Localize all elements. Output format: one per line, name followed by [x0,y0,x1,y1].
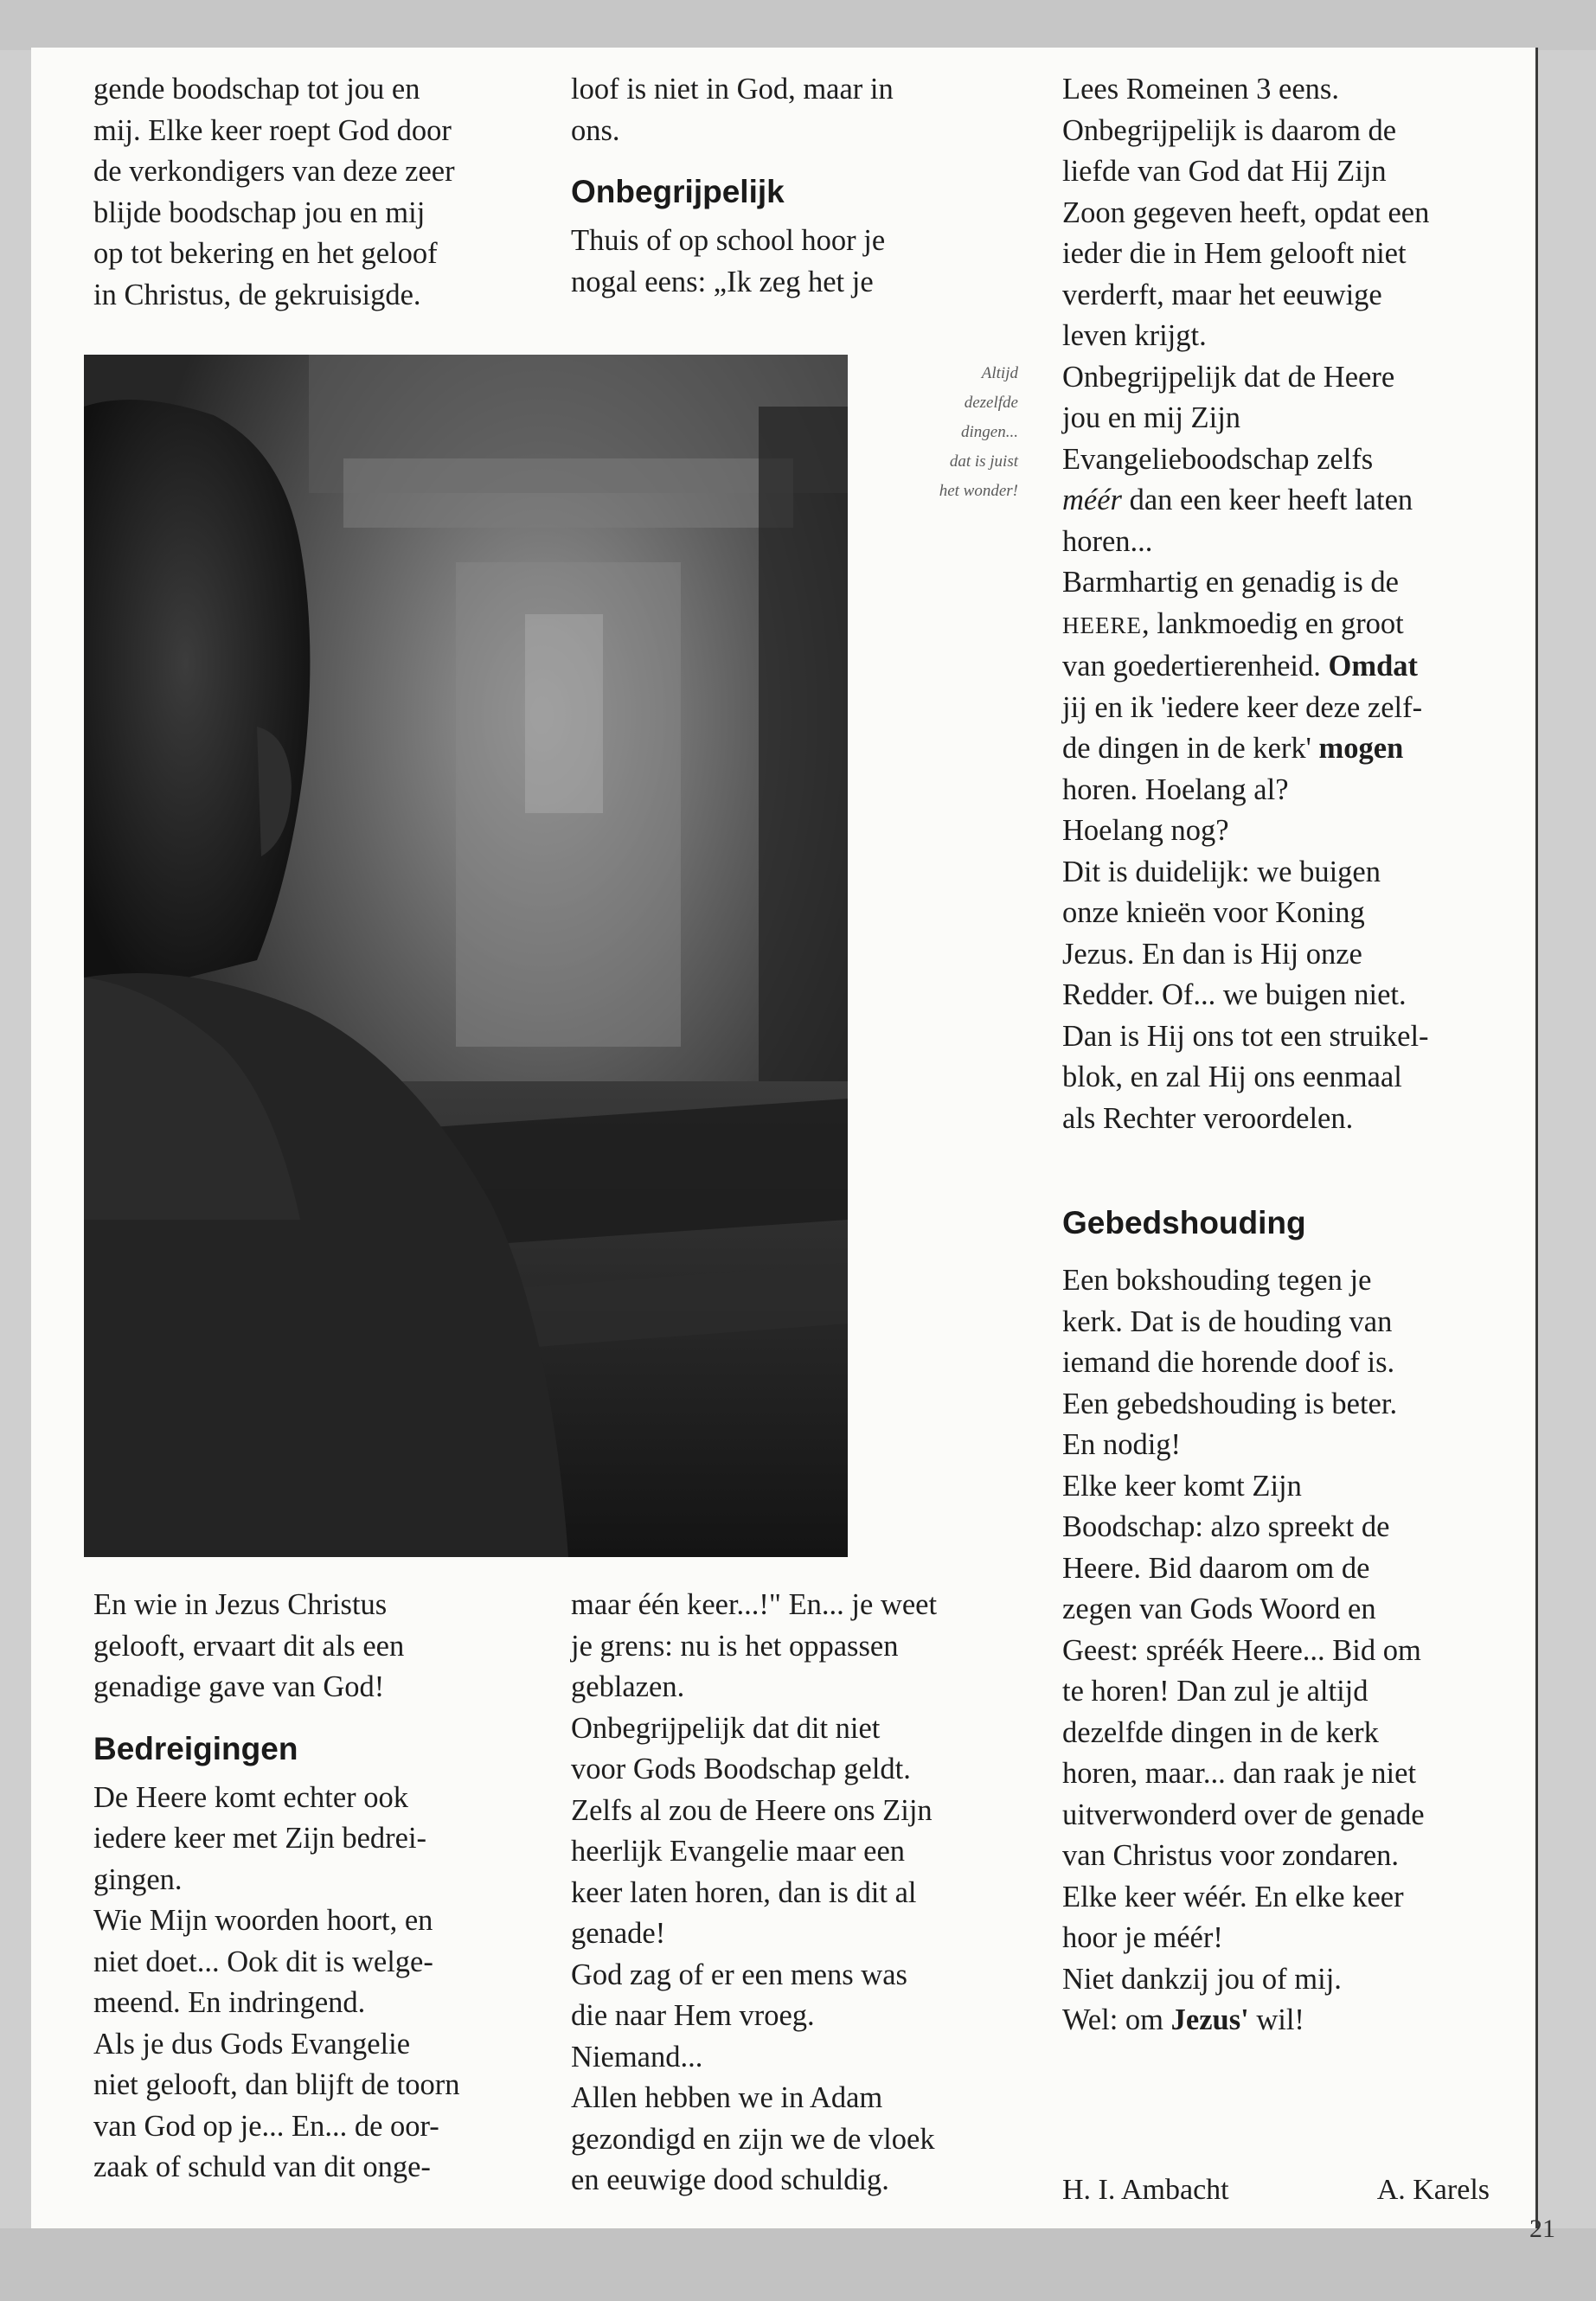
text-line: Onbegrijpelijk is daarom de [1062,113,1397,147]
text-line: maar één keer...!" En... je weet [571,1588,938,1621]
text-line: Een gebedshouding is beter. [1062,1387,1398,1420]
text-line: En wie in Jezus Christus [93,1588,388,1621]
text-line: de verkondigers van deze zeer [93,155,455,188]
text-line: jou en mij Zijn [1062,401,1241,434]
text-line: Zoon gegeven heeft, opdat een [1062,195,1430,229]
column-1-bottom-text [93,1585,543,2189]
text-line: die naar Hem vroeg. [571,1999,815,2032]
column-1-top-text [93,69,543,316]
text-span: dan een keer heeft laten [1121,484,1413,516]
text-line: gingen. [93,1862,183,1896]
text-line [1062,480,1512,522]
text-line: Boodschap: alzo spreekt de [1062,1510,1390,1543]
caption-line: dezelfde [964,394,1018,412]
text-line: mij. Elke keer roept God door [93,113,452,147]
text-line: genadige gave van God! [93,1670,385,1703]
text-line: Als je dus Gods Evangelie [93,2027,411,2061]
text-line: en eeuwige dood schuldig. [571,2163,889,2196]
caption-line: dingen... [961,423,1018,441]
text-line: iemand die horende doof is. [1062,1346,1395,1379]
text-line: onze knieën voor Koning [1062,896,1365,929]
text-line: dezelfde dingen in de kerk [1062,1715,1379,1749]
text-line: leven krijgt. [1062,319,1207,352]
text-line: Onbegrijpelijk dat de Heere [1062,360,1395,394]
text-line: kerk. Dat is de houding van [1062,1304,1393,1338]
text-line: zegen van Gods Woord en [1062,1593,1376,1625]
emphasis-meer: méér [1062,484,1122,516]
text-line: Evangelieboodschap zelfs [1062,442,1374,476]
text-line: nogal eens: „Ik zeg het je [571,265,874,298]
text-line: gezondigd en zijn we de vloek [571,2122,935,2156]
text-line: uitverwonderd over de genade [1062,1798,1425,1831]
text-line: zaak of schuld van dit onge- [93,2150,431,2183]
page-edge [1535,48,1538,2229]
text-line: God zag of er een mens was [571,1958,907,1991]
text-line: als Rechter veroordelen. [1062,1101,1354,1135]
bold-omdat: Omdat [1328,650,1418,683]
text-line: je grens: nu is het oppassen [571,1629,899,1663]
text-line: Niet dankzij jou of mij. [1062,1962,1342,1996]
text-line: keer laten horen, dan is dit al [571,1875,917,1909]
section-heading-onbegrijpelijk: Onbegrijpelijk [571,174,785,209]
text-line: Elke keer komt Zijn [1062,1469,1302,1503]
text-line: voor Gods Boodschap geldt. [571,1753,911,1785]
text-span: wil! [1248,2003,1304,2036]
text-line: Zelfs al zou de Heere ons Zijn [571,1793,933,1827]
column-2-bottom-text [571,1585,1029,2202]
caption-line: dat is juist [949,452,1018,471]
text-line: jij en ik 'iedere keer deze zelf- [1062,690,1423,724]
caption-line: het wonder! [939,482,1018,500]
text-line: iedere keer met Zijn bedrei- [93,1822,427,1855]
text-span: de dingen in de kerk' [1062,732,1319,765]
text-line: Een bokshouding tegen je [1062,1264,1372,1297]
text-line [1062,2000,1512,2041]
text-line: Elke keer wéér. En elke keer [1062,1880,1404,1913]
text-line [1062,604,1512,647]
column-3-text [1062,69,1512,2041]
text-line: Redder. Of... we buigen niet. [1062,978,1407,1011]
text-line: van God op je... En... de oor- [93,2109,439,2143]
section-heading-bedreigingen: Bedreigingen [93,1730,298,1766]
text-line [1062,646,1512,688]
bold-mogen: mogen [1318,732,1404,765]
text-line: blok, en zal Hij ons eenmaal [1062,1061,1402,1093]
text-line: geblazen. [571,1670,685,1703]
text-line: Wie Mijn woorden hoort, en [93,1904,433,1937]
text-line: horen... [1062,524,1153,558]
section-heading-gebedshouding: Gebedshouding [1062,1205,1306,1240]
text-line: liefde van God dat Hij Zijn [1062,155,1387,188]
text-line: hoor je méér! [1062,1921,1223,1954]
text-span: , lankmoedig en groot [1142,606,1404,640]
signature-author: A. Karels [1376,2174,1490,2206]
text-line: in Christus, de gekruisigde. [93,278,421,311]
text-line: meend. En indringend. [93,1986,366,2019]
text-line: heerlijk Evangelie maar een [571,1835,906,1868]
text-line: loof is niet in God, maar in [571,73,894,106]
page-number: 21 [1529,2214,1555,2243]
text-line: van Christus voor zondaren. [1062,1839,1400,1872]
text-line: niet doet... Ook dit is welge- [93,1945,433,1978]
text-line: De Heere komt echter ook [93,1780,409,1814]
text-line: Dan is Hij ons tot een struikel- [1062,1019,1429,1053]
text-line: Onbegrijpelijk dat dit niet [571,1711,881,1745]
text-line: Lees Romeinen 3 eens. [1062,73,1339,106]
signature-place: H. I. Ambacht [1062,2174,1229,2206]
text-line: Jezus. En dan is Hij onze [1062,937,1362,971]
text-line: horen, maar... dan raak je niet [1062,1757,1417,1790]
scan-border-top [0,0,1596,50]
text-line: Dit is duidelijk: we buigen [1062,855,1381,888]
article-photo [84,355,848,1557]
text-line: Allen hebben we in Adam [571,2081,883,2114]
text-line: Hoelang nog? [1062,814,1229,847]
text-span: Wel: om [1062,2003,1171,2036]
text-line [1062,728,1512,770]
text-line: Thuis of op school hoor je [571,224,886,257]
column-2-top-text [571,69,1029,303]
text-line: Barmhartig en genadig is de [1062,566,1399,599]
text-line: En nodig! [1062,1428,1182,1461]
text-line: Niemand... [571,2040,703,2073]
text-line: Heere. Bid daarom om de [1062,1551,1370,1585]
article-signature [1062,2171,1490,2209]
text-line: op tot bekering en het geloof [93,237,438,270]
text-span: van goedertierenheid. [1062,650,1329,683]
text-line: gelooft, ervaart dit als een [93,1629,405,1663]
photo-caption [875,359,1018,506]
bold-jezus: Jezus' [1170,2003,1249,2036]
text-line: ieder die in Hem gelooft niet [1062,237,1407,270]
photo-man-in-church [84,355,848,1557]
scan-border-bottom [0,2228,1596,2301]
text-line: verderft, maar het eeuwige [1062,278,1382,311]
text-line: blijde boodschap jou en mij [93,195,426,229]
text-line: genade! [571,1917,666,1950]
text-line: te horen! Dan zul je altijd [1062,1675,1368,1708]
caption-line: Altijd [981,364,1018,382]
small-caps-heere: HEERE [1062,612,1142,638]
text-line: ons. [571,113,620,147]
text-line: gende boodschap tot jou en [93,73,420,106]
text-line: horen. Hoelang al? [1062,772,1289,806]
text-line: niet gelooft, dan blijft de toorn [93,2068,460,2101]
text-line: Geest: spréék Heere... Bid om [1062,1633,1421,1667]
